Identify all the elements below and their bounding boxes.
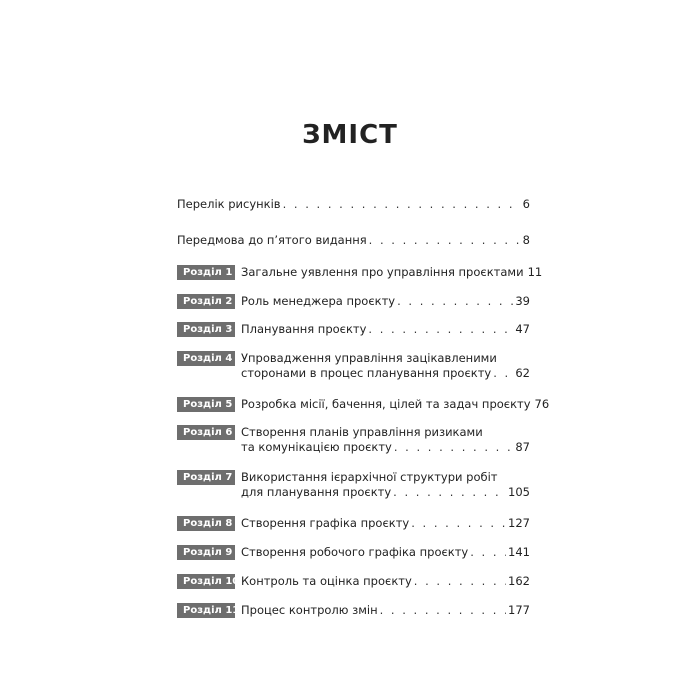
toc-line bbox=[241, 470, 530, 485]
toc-entry-title: Передмова до п’ятого видання bbox=[177, 233, 367, 247]
chapter-badge: Розділ 9 bbox=[177, 545, 235, 560]
toc-entry-title: Контроль та оцінка проєкту bbox=[241, 574, 412, 588]
toc-line bbox=[241, 545, 530, 560]
toc-entry-title-cont: сторонами в процес планування проєкту bbox=[241, 366, 492, 380]
leader-dots bbox=[411, 516, 506, 531]
toc-entry-title: Створення робочого графіка проєкту bbox=[241, 545, 469, 559]
toc-line bbox=[241, 574, 530, 589]
toc-entry-title: Загальне уявлення про управління проєктами bbox=[241, 265, 524, 279]
toc-line bbox=[241, 366, 530, 381]
leader-dots bbox=[394, 440, 514, 455]
chapter-badge: Розділ 1 bbox=[177, 265, 235, 280]
chapter-badge: Розділ 11 bbox=[177, 603, 235, 618]
toc-entry-title: Упровадження управління зацікавленими bbox=[241, 351, 497, 365]
toc-page-number: 39 bbox=[515, 294, 530, 308]
leader-dots bbox=[414, 574, 506, 589]
toc-entry-title: Перелік рисунків bbox=[177, 197, 281, 211]
toc-line bbox=[241, 425, 530, 440]
leader-dots bbox=[380, 603, 506, 618]
toc-entry-body bbox=[177, 233, 530, 248]
toc-page-number: 177 bbox=[508, 603, 530, 617]
toc-line bbox=[241, 516, 530, 531]
toc-page-number: 127 bbox=[508, 516, 530, 530]
toc-line bbox=[241, 397, 550, 412]
toc-line bbox=[177, 197, 530, 212]
chapter-badge: Розділ 2 bbox=[177, 294, 235, 309]
chapter-badge: Розділ 5 bbox=[177, 397, 235, 412]
toc-entry-body bbox=[241, 351, 530, 381]
toc-page-number: 87 bbox=[515, 440, 530, 454]
toc-line bbox=[177, 233, 530, 248]
toc-line bbox=[241, 603, 530, 618]
toc-page-number: 6 bbox=[522, 197, 530, 211]
toc-entry-body bbox=[241, 322, 530, 337]
chapter-badge: Розділ 6 bbox=[177, 425, 235, 440]
toc-entry-title-cont: та комунікацією проєкту bbox=[241, 440, 392, 454]
toc-entry-body bbox=[177, 197, 530, 212]
toc-entry-body bbox=[241, 603, 530, 618]
toc-entry-title: Використання ієрархічної структури робіт bbox=[241, 470, 498, 484]
toc-entry-body bbox=[241, 265, 543, 280]
chapter-badge: Розділ 7 bbox=[177, 470, 235, 485]
toc-line bbox=[241, 351, 530, 366]
toc-line bbox=[241, 322, 530, 337]
chapter-badge: Розділ 4 bbox=[177, 351, 235, 366]
toc-entry-body bbox=[241, 425, 530, 455]
toc-entry-body bbox=[241, 294, 530, 309]
toc-entry-body bbox=[241, 574, 530, 589]
toc-entry-title: Створення графіка проєкту bbox=[241, 516, 410, 530]
leader-dots bbox=[397, 294, 513, 309]
page-title: ЗМІСТ bbox=[302, 120, 398, 150]
toc-entry-title: Створення планів управління ризиками bbox=[241, 425, 483, 439]
toc-entry-body bbox=[241, 470, 530, 500]
toc-page-number: 47 bbox=[515, 322, 530, 336]
leader-dots bbox=[368, 322, 513, 337]
toc-page-number: 162 bbox=[508, 574, 530, 588]
toc-page-number: 105 bbox=[508, 485, 530, 499]
leader-dots bbox=[283, 197, 521, 212]
toc-entry-body bbox=[241, 545, 530, 560]
leader-dots bbox=[493, 366, 513, 381]
toc-page-number: 76 bbox=[534, 397, 550, 411]
toc-line bbox=[241, 265, 543, 280]
chapter-badge: Розділ 8 bbox=[177, 516, 235, 531]
toc-entry-title: Розробка місії, бачення, цілей та задач проєкту bbox=[241, 397, 531, 411]
chapter-badge: Розділ 3 bbox=[177, 322, 235, 337]
leader-dots bbox=[369, 233, 521, 248]
toc-entry-title-cont: для планування проєкту bbox=[241, 485, 392, 499]
toc-page-number: 11 bbox=[527, 265, 543, 279]
leader-dots bbox=[470, 545, 506, 560]
toc-entry-title: Процес контролю змін bbox=[241, 603, 378, 617]
chapter-badge: Розділ 10 bbox=[177, 574, 235, 589]
leader-dots bbox=[393, 485, 506, 500]
toc-page-number: 62 bbox=[515, 366, 530, 380]
toc-entry-body bbox=[241, 397, 550, 412]
toc-page-number: 141 bbox=[508, 545, 530, 559]
toc-entry-body bbox=[241, 516, 530, 531]
toc-entry-title: Роль менеджера проєкту bbox=[241, 294, 396, 308]
toc-entry-title: Планування проєкту bbox=[241, 322, 367, 336]
toc-line bbox=[241, 485, 530, 500]
toc-page-number: 8 bbox=[522, 233, 530, 247]
toc-line bbox=[241, 440, 530, 455]
toc-line bbox=[241, 294, 530, 309]
